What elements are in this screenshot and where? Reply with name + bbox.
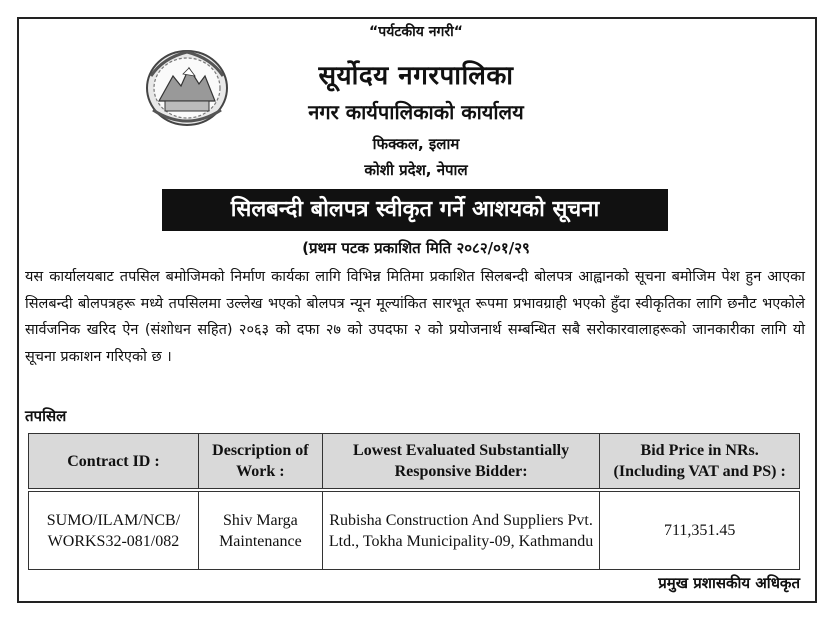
notice-title-banner: सिलबन्दी बोलपत्र स्वीकृत गर्ने आशयको सूचना [162, 189, 668, 231]
publication-date: (प्रथम पटक प्रकाशित मिति २०८२/०१/२९ [302, 239, 530, 257]
header-description: Description of Work : [198, 434, 322, 489]
contract-id-cell: SUMO/ILAM/NCB/ WORKS32-081/082 [29, 492, 199, 570]
bidder-cell: Rubisha Construction And Suppliers Pvt. Ltd., Tokha Municipality-09, Kathmandu [322, 492, 600, 570]
contract-table [28, 433, 800, 570]
description-cell: Shiv Marga Maintenance [198, 492, 322, 570]
municipality-name: सूर्योदय नगरपालिका [318, 61, 514, 91]
notice-body: यस कार्यालयबाट तपसिल बमोजिमको निर्माण कार्यका लागि विभिन्न मितिमा प्रकाशित सिलबन्दी बोलपत्र आह्वानको सूचना बमोजिम पेश हुन आएका सिलबन्दी बोलपत्रहरू मध्ये तपसिलमा उल्लेख भएको बोलपत्र न्यून मूल्यांकित सारभूत रूपमा प्रभावग्राही भएको हुँदा स्वीकृतिका लागि छनौट भएकोले सार्वजनिक खरिद ऐन (संशोधन सहित) २०६३ को दफा २७ को उपदफा २ को प्रयोजनार्थ सम्बन्धित सबै सरोकारवालाहरूको जानकारीका लागि यो सूचना प्रकाशन गरिएको छ । [25, 269, 805, 365]
motto: “पर्यटकीय नगरी“ [369, 24, 463, 40]
table-header-row [29, 434, 800, 489]
signatory: प्रमुख प्रशासकीय अधिकृत [658, 574, 800, 592]
header-bid-price: Bid Price in NRs. (Including VAT and PS) : [600, 434, 800, 489]
province: कोशी प्रदेश, नेपाल [364, 161, 468, 179]
details-label: तपसिल [25, 407, 67, 425]
header-contract-id: Contract ID : [29, 434, 199, 489]
header-bidder: Lowest Evaluated Substantially Responsive Bidder: [322, 434, 600, 489]
bid-price-cell: 711,351.45 [600, 492, 800, 570]
office-location: फिक्कल, इलाम [372, 135, 460, 153]
office-name: नगर कार्यपालिकाको कार्यालय [308, 100, 524, 124]
table-row [29, 492, 800, 570]
